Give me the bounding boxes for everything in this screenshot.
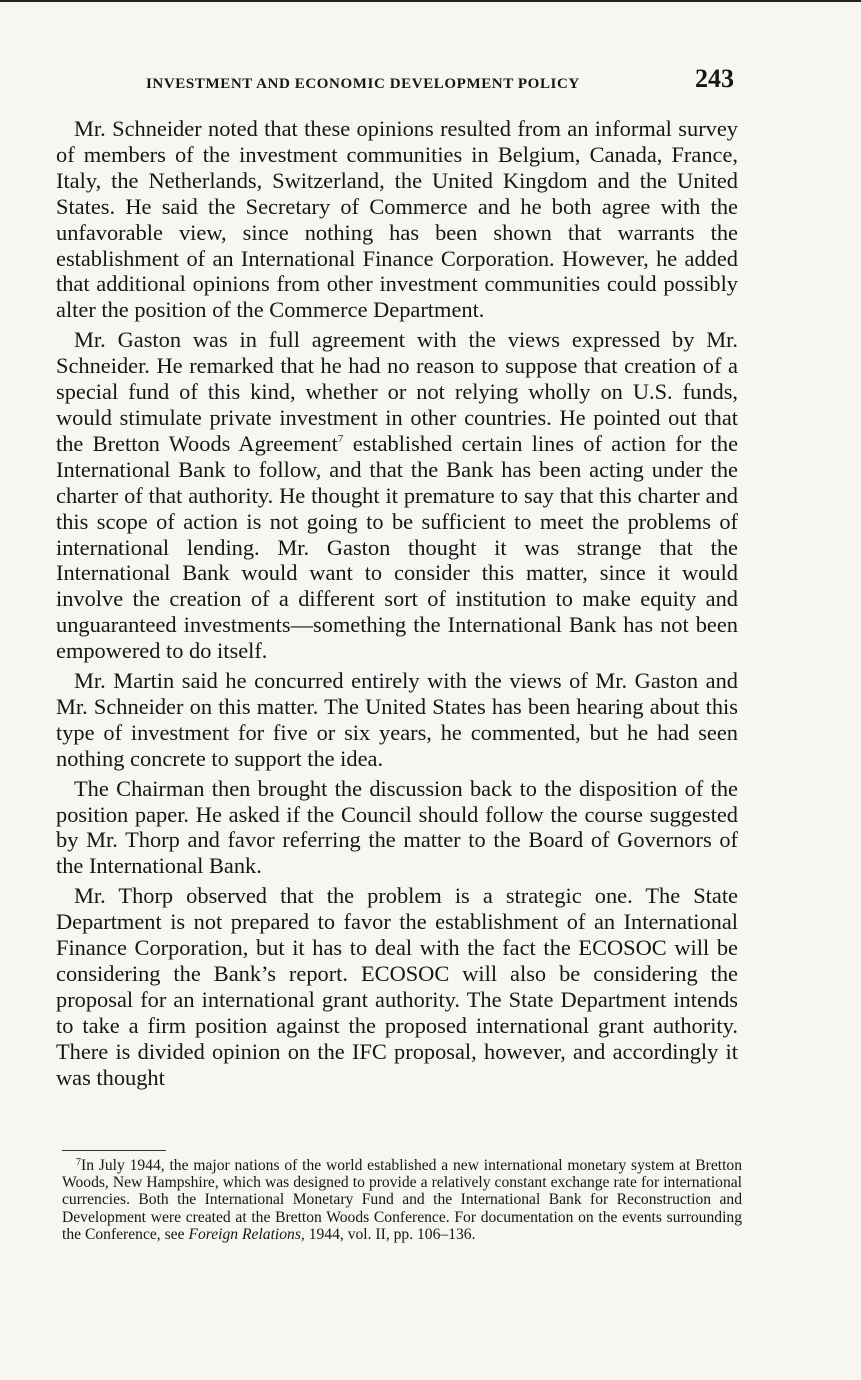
footnote-text: In July 1944, the major nations of the world established a new international monetary system at Bretton Woods, New Hampshire, which was designed to provide a relatively constant exchange rate for international currencies. Both the International Monetary Fund and the International Bank for Reconstruction and Development were created at the Bretton Woods Conference. For documentation on the events surrounding the Conference, see (62, 1157, 742, 1243)
paragraph-gaston (56, 327, 738, 664)
footnote-citation-pages: , pp. 106–136. (385, 1225, 476, 1243)
paragraph-thorp: Mr. Thorp observed that the problem is a strategic one. The State Department is not prepared to favor the establishment of an International Finance Corporation, but it has to deal with the fact the ECOSOC will be considering the Bank’s report. ECOSOC will also be considering the proposal for an international grant authority. The State Department intends to take a firm position against the proposed international grant authority. There is divided opinion on the IFC proposal, however, and accordingly it was thought (56, 883, 738, 1090)
footnote-citation-year: 1944, vol. (308, 1225, 376, 1243)
top-edge-rule (0, 0, 861, 2)
running-head: INVESTMENT AND ECONOMIC DEVELOPMENT POLICY (146, 76, 580, 92)
footnote-marker: 7 (76, 1157, 81, 1168)
paragraph-gaston-part-2: established certain lines of action for the International Bank to follow, and that the Bank has been acting under the charter of that authority. He thought it premature to say that this charter and this scope of action is not going to be sufficient to meet the problems of international lending. Mr. Gaston thought it was strange that the International Bank would want to consider this matter, since it would involve the creation of a different sort of institution to make equity and unguaranteed investments—something the International Bank has not been empowered to do itself. (56, 430, 739, 664)
footnote (62, 1157, 742, 1243)
paragraph-gaston-part-1: Mr. Gaston was in full agreement with the views expressed by Mr. Schneider. He remarked that he had no reason to suppose that creation of a special fund of this kind, whether or not relying wholly on U.S. funds, would stimulate private investment in other countries. He pointed out that the Bretton Woods Agreement (56, 327, 738, 456)
footnote-citation-title: Foreign Relations, (188, 1225, 305, 1243)
paragraph-martin: Mr. Martin said he concurred entirely with the views of Mr. Gaston and Mr. Schneider on this matter. The United States has been hearing about this type of investment for five or six years, he commented, but he had seen nothing concrete to support the idea. (56, 668, 738, 771)
body-text (56, 116, 738, 1091)
page-number: 243 (695, 64, 734, 93)
footnote-reference: 7 (337, 432, 344, 445)
paragraph-schneider: Mr. Schneider noted that these opinions resulted from an informal survey of members of the investment communities in Belgium, Canada, France, Italy, the Netherlands, Switzerland, the United Kingdom and the United States. He said the Secretary of Commerce and he both agree with the unfavorable view, since nothing has been shown that warrants the establishment of an International Finance Corporation. However, he added that additional opinions from other investment communities could possibly alter the position of the Commerce Department. (56, 116, 738, 323)
paragraph-chairman: The Chairman then brought the discussion back to the disposition of the position paper. He asked if the Council should follow the course suggested by Mr. Thorp and favor referring the matter to the Board of Governors of the International Bank. (56, 775, 738, 879)
footnote-divider (62, 1150, 166, 1151)
footnote-citation-volume: II (375, 1225, 386, 1243)
page-header (58, 64, 738, 98)
footnote-paragraph (62, 1157, 742, 1243)
